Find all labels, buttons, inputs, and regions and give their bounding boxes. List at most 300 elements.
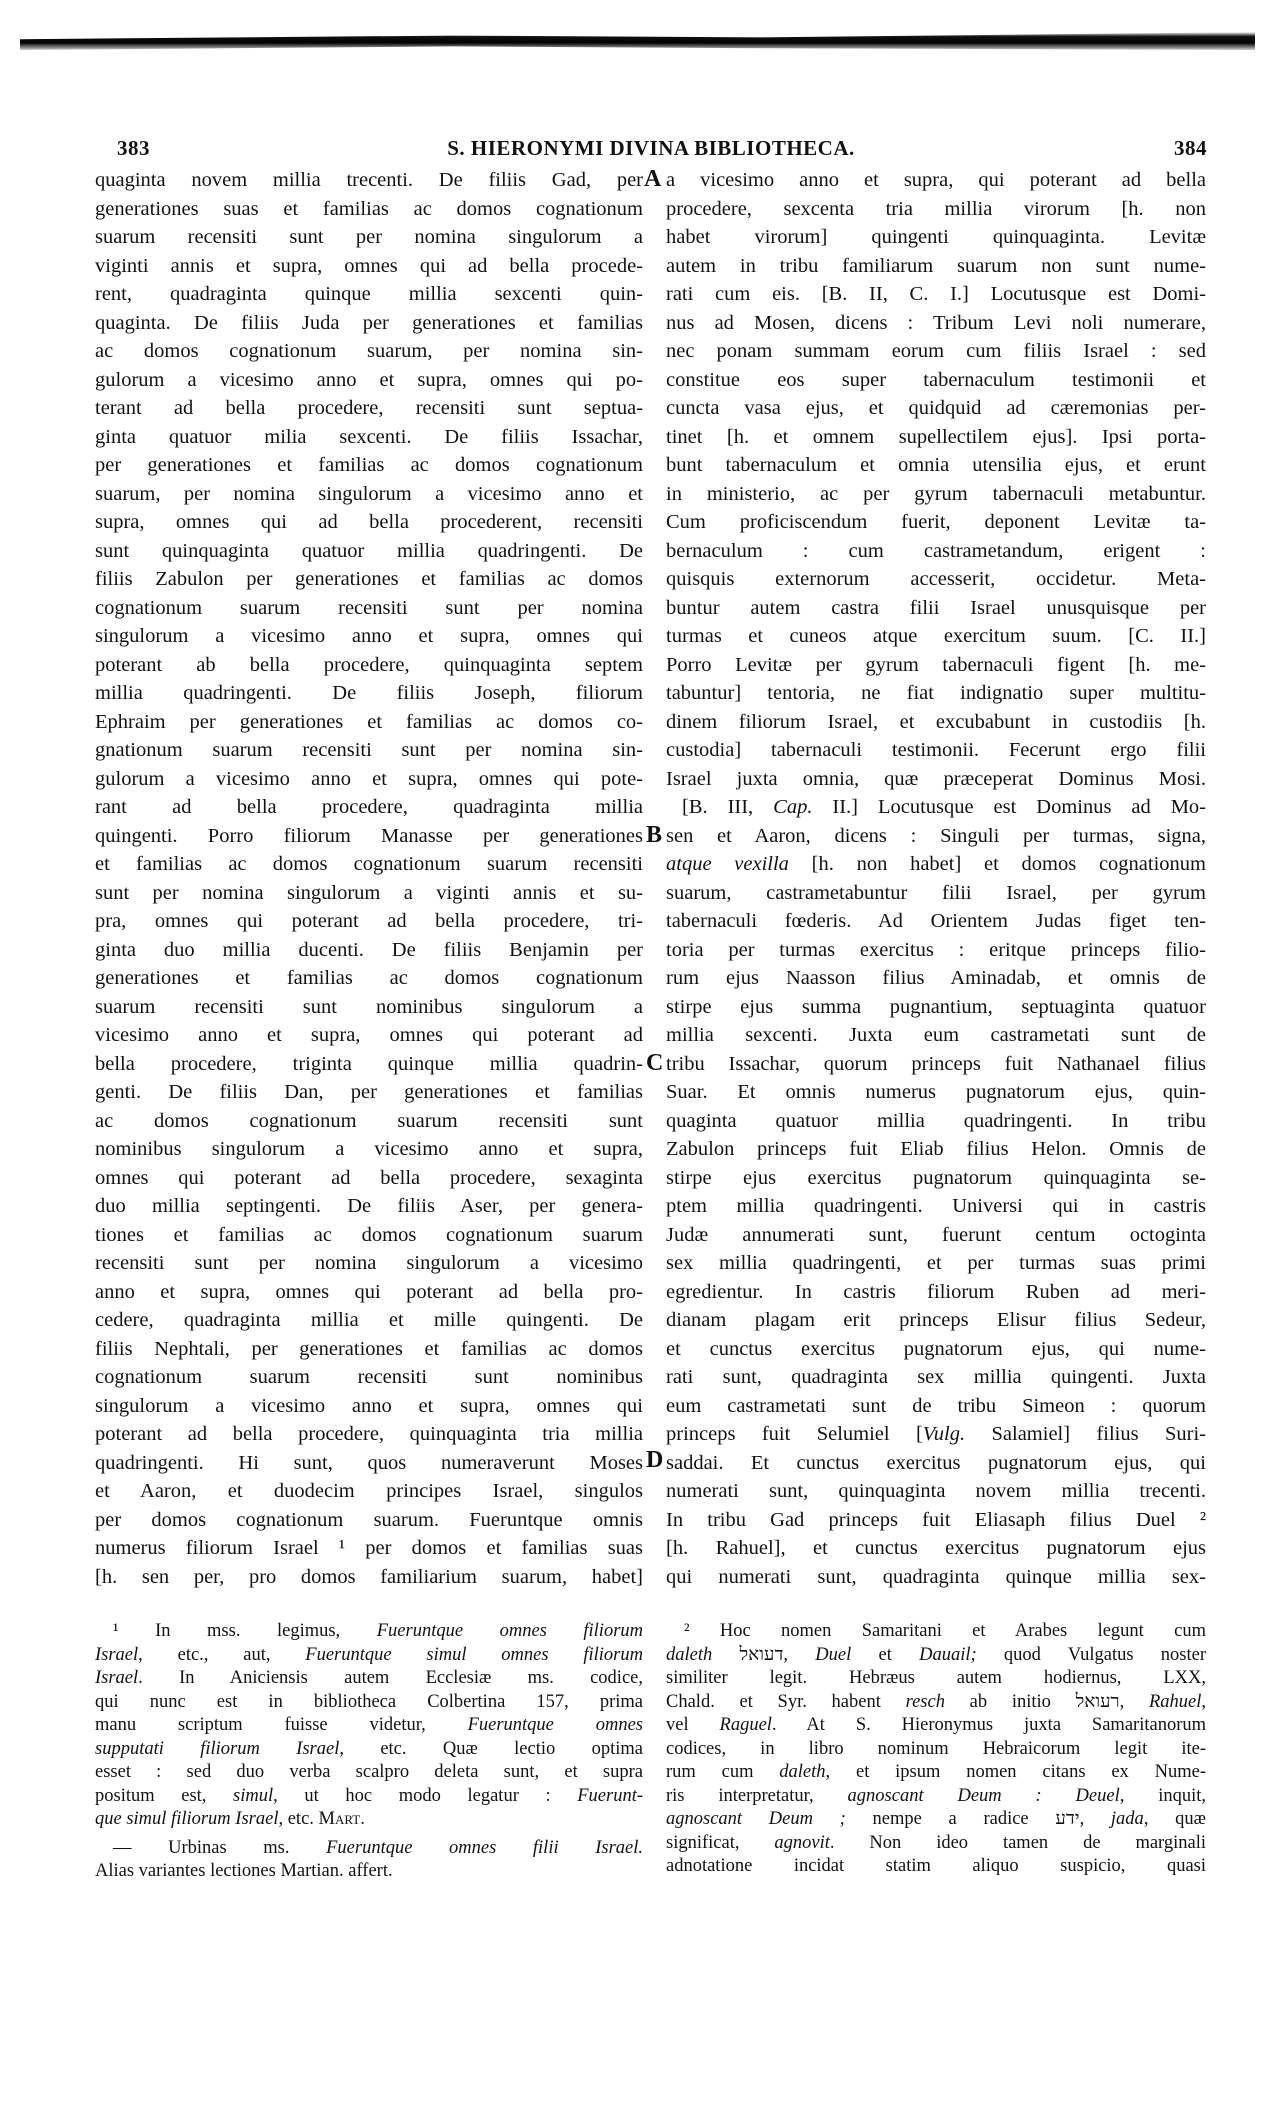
text-line bbox=[95, 1221, 643, 1250]
italic-text: Cap. bbox=[773, 796, 813, 818]
text-segment: ginta quatuor milia sexcenti. De filiis Issachar, bbox=[95, 425, 643, 448]
text-line bbox=[666, 1164, 1206, 1193]
text-line bbox=[666, 1832, 1206, 1856]
text-segment: ris interpretatur, bbox=[666, 1785, 848, 1806]
text-segment: gulorum a vicesimo anno et supra, omnes qui pote- bbox=[95, 767, 643, 790]
text-segment: quaginta. De filiis Juda per generationes et familias bbox=[95, 311, 643, 334]
text-segment: tiones et familias ac domos cognationum suarum bbox=[95, 1223, 643, 1246]
text-segment: , et ipsum nomen citans ex Nume- bbox=[825, 1762, 1206, 1782]
scan-edge-smudge bbox=[20, 32, 1255, 50]
text-line bbox=[95, 793, 643, 822]
text-segment: Salamiel] filius Suri- bbox=[965, 1423, 1206, 1445]
text-line bbox=[95, 366, 643, 395]
text-segment: [h. Rahuel], et cunctus exercitus pugnatorum ejus bbox=[666, 1537, 1206, 1559]
text-segment: egredientur. In castris filiorum Ruben ad meri- bbox=[666, 1280, 1206, 1303]
text-segment: bernaculum : cum castrametandum, erigent : bbox=[666, 539, 1206, 562]
text-segment: rant ad bella procedere, quadraginta millia bbox=[95, 796, 643, 818]
text-segment: dinem filiorum Israel, et excubabunt in custodiis [h. bbox=[666, 710, 1206, 733]
text-segment: tinet [h. et omnem supellectilem ejus]. Ipsi porta- bbox=[666, 425, 1206, 448]
text-line bbox=[666, 964, 1206, 993]
text-segment: singulorum a vicesimo anno et supra, omnes qui bbox=[95, 625, 643, 647]
text-segment: sex millia quadringenti, et per turmas suas primi bbox=[666, 1252, 1206, 1274]
text-segment: manu scriptum fuisse videtur, bbox=[95, 1715, 468, 1735]
italic-text: agnovit bbox=[774, 1832, 830, 1853]
left-column bbox=[95, 166, 643, 1591]
text-segment: et Aaron, et duodecim principes Israel, singulos bbox=[95, 1480, 643, 1502]
italic-text: Duel bbox=[815, 1644, 852, 1665]
text-line bbox=[95, 993, 643, 1022]
text-line bbox=[95, 594, 643, 623]
text-line bbox=[95, 537, 643, 566]
text-segment: In tribu Gad princeps fuit Eliasaph filius Duel ² bbox=[666, 1508, 1206, 1531]
text-segment: turmas et cuneos atque exercitum suum. [C. II.] bbox=[666, 625, 1206, 647]
text-segment: bunt tabernaculum et omnia utensilia ejus, et erunt bbox=[666, 454, 1206, 476]
text-line bbox=[95, 850, 643, 879]
text-segment: Alias variantes lectiones Martian. affert. bbox=[95, 1861, 393, 1881]
text-segment: Porro Levitæ per gyrum tabernaculi figent [h. me- bbox=[666, 653, 1206, 676]
text-segment: a vicesimo anno et supra, qui poterant ad bella bbox=[666, 169, 1206, 191]
text-segment: procedere, sexcenta tria millia virorum [h. non bbox=[666, 197, 1206, 220]
text-segment: Suar. Et omnis numerus pugnatorum ejus, quin- bbox=[666, 1081, 1206, 1103]
right-column bbox=[666, 166, 1206, 1591]
text-line bbox=[95, 223, 643, 252]
text-line bbox=[95, 166, 643, 195]
right-footnotes bbox=[666, 1620, 1206, 1884]
text-line bbox=[95, 736, 643, 765]
text-segment: duo millia septingenti. De filiis Aser, per genera- bbox=[95, 1195, 643, 1217]
text-line bbox=[95, 679, 643, 708]
text-line bbox=[95, 1392, 643, 1421]
text-line bbox=[666, 1808, 1206, 1832]
text-line bbox=[95, 907, 643, 936]
text-line bbox=[95, 1620, 643, 1644]
text-line bbox=[666, 337, 1206, 366]
text-line bbox=[95, 822, 643, 851]
text-line bbox=[95, 1135, 643, 1164]
text-segment: cognationum suarum recensiti sunt nominibus bbox=[95, 1366, 643, 1388]
italic-text: agnoscant Deum : Deuel bbox=[847, 1785, 1120, 1806]
text-segment: poterant ad bella procedere, quinquaginta tria millia bbox=[95, 1423, 643, 1445]
text-line bbox=[95, 1449, 643, 1478]
text-line bbox=[95, 480, 643, 509]
text-segment: supra, omnes qui ad bella procederent, recensiti bbox=[95, 511, 643, 533]
text-line bbox=[666, 1335, 1206, 1364]
text-segment: Cum proficiscendum fuerit, deponent Levitæ ta- bbox=[666, 511, 1206, 533]
text-segment: , etc. bbox=[278, 1809, 319, 1829]
text-segment: דעואל, bbox=[712, 1644, 816, 1665]
text-segment: , etc., aut, bbox=[138, 1644, 306, 1665]
text-segment: sen et Aaron, dicens : Singuli per turmas, signa, bbox=[666, 824, 1206, 847]
text-line bbox=[95, 1078, 643, 1107]
text-line bbox=[666, 1021, 1206, 1050]
text-segment: generationes et familias ac domos cognationum bbox=[95, 967, 643, 989]
italic-text: Fueruntque simul omnes filiorum bbox=[305, 1644, 643, 1665]
text-line bbox=[95, 394, 643, 423]
text-line bbox=[666, 280, 1206, 309]
text-line bbox=[95, 964, 643, 993]
text-segment: et familias ac domos cognationum suarum recensiti bbox=[95, 853, 643, 875]
text-segment: anno et supra, omnes qui poterant ad bella pro- bbox=[95, 1280, 643, 1303]
text-segment: viginti annis et supra, omnes qui ad bella procede- bbox=[95, 254, 643, 277]
text-line bbox=[666, 166, 1206, 195]
text-segment: numerus filiorum Israel ¹ per domos et familias suas bbox=[95, 1537, 643, 1559]
text-line bbox=[95, 1335, 643, 1364]
text-line bbox=[666, 651, 1206, 680]
text-line bbox=[666, 1420, 1206, 1449]
text-segment: , ut hoc modo legatur : bbox=[273, 1785, 578, 1806]
italic-text: Dauail; bbox=[919, 1644, 977, 1665]
text-segment: rum ejus Naasson filius Aminadab, et omnis de bbox=[666, 967, 1206, 989]
text-line bbox=[95, 1306, 643, 1335]
margin-letter-b: B bbox=[646, 822, 663, 848]
text-line bbox=[666, 1785, 1206, 1809]
text-segment: constitue eos super tabernaculum testimonii et bbox=[666, 368, 1206, 391]
italic-text: Raguel bbox=[719, 1715, 772, 1735]
italic-text: Vulg. bbox=[922, 1423, 966, 1445]
text-segment: eum castrametati sunt de tribu Simeon : quorum bbox=[666, 1394, 1206, 1417]
text-line bbox=[95, 1107, 643, 1136]
text-segment: . At S. Hieronymus juxta Samaritanorum bbox=[771, 1715, 1206, 1735]
text-segment: per generationes et familias ac domos cognationum bbox=[95, 454, 643, 476]
text-segment: vicesimo anno et supra, omnes qui poterant ad bbox=[95, 1024, 643, 1046]
paragraph bbox=[666, 1620, 1206, 1879]
text-segment: suarum recensiti sunt nominibus singulorum a bbox=[95, 995, 643, 1018]
text-line bbox=[95, 1860, 643, 1884]
text-line bbox=[666, 736, 1206, 765]
italic-text: daleth bbox=[779, 1762, 826, 1782]
text-segment: princeps fuit Selumiel [ bbox=[666, 1423, 923, 1445]
text-segment: tabernaculi fœderis. Ad Orientem Judas figet ten- bbox=[666, 910, 1206, 932]
italic-text: que simul filiorum Israel bbox=[95, 1809, 279, 1829]
text-line bbox=[666, 907, 1206, 936]
margin-letter-d: D bbox=[646, 1447, 664, 1473]
italic-text: simul bbox=[233, 1785, 274, 1806]
text-line bbox=[95, 508, 643, 537]
text-line bbox=[666, 423, 1206, 452]
text-line bbox=[95, 309, 643, 338]
text-line bbox=[95, 1363, 643, 1392]
text-line bbox=[95, 1477, 643, 1506]
margin-letter-c: C bbox=[646, 1050, 664, 1076]
text-segment: II.] Locutusque est Dominus ad Mo- bbox=[812, 796, 1206, 818]
text-segment: — Urbinas ms. bbox=[113, 1837, 327, 1858]
text-segment: tabuntur] tentoria, ne fiat indignatio super multitu- bbox=[666, 682, 1206, 704]
text-line bbox=[95, 1667, 643, 1691]
text-segment: sunt per nomina singulorum a viginti annis et su- bbox=[95, 881, 643, 904]
text-line bbox=[666, 879, 1206, 908]
text-line bbox=[95, 280, 643, 309]
text-line bbox=[95, 252, 643, 281]
text-segment: vel bbox=[666, 1715, 720, 1735]
text-line bbox=[95, 451, 643, 480]
text-segment: omnes qui poterant ad bella procedere, sexaginta bbox=[95, 1166, 643, 1189]
text-line bbox=[666, 936, 1206, 965]
paragraph bbox=[666, 166, 1206, 793]
text-line bbox=[666, 765, 1206, 794]
text-segment: , quæ bbox=[1143, 1809, 1206, 1829]
text-line bbox=[95, 1714, 643, 1738]
text-segment: stirpe ejus exercitus pugnatorum quinquaginta se- bbox=[666, 1166, 1206, 1189]
text-segment: autem in tribu familiarum suarum non sunt nume- bbox=[666, 254, 1206, 277]
text-segment: qui numerati sunt, quadraginta quinque millia sex- bbox=[666, 1565, 1206, 1588]
text-line bbox=[95, 1761, 643, 1785]
text-line bbox=[666, 1644, 1206, 1668]
text-line bbox=[666, 1306, 1206, 1335]
text-line bbox=[666, 366, 1206, 395]
text-segment: generationes suas et familias ac domos cognationum bbox=[95, 197, 643, 220]
text-segment: codices, in libro nominum Hebraicorum legit ite- bbox=[666, 1738, 1206, 1759]
text-segment: saddai. Et cunctus exercitus pugnatorum ejus, qui bbox=[666, 1451, 1206, 1474]
text-segment: [B. III, bbox=[682, 796, 774, 818]
text-segment: Zabulon princeps fuit Eliab filius Helon. Omnis de bbox=[666, 1138, 1206, 1160]
text-segment: millia sexcenti. Juxta eum castrametati sunt de bbox=[666, 1024, 1206, 1046]
text-line bbox=[666, 1278, 1206, 1307]
left-page-number: 383 bbox=[117, 136, 150, 160]
text-segment: cognationum suarum recensiti sunt per nomina bbox=[95, 596, 643, 619]
text-line bbox=[666, 1691, 1206, 1715]
right-page-number: 384 bbox=[1174, 136, 1207, 160]
text-segment: ¹ In mss. legimus, bbox=[113, 1621, 377, 1641]
text-line bbox=[666, 1667, 1206, 1691]
text-segment: millia quadringenti. De filiis Joseph, filiorum bbox=[95, 682, 643, 704]
text-line bbox=[95, 1249, 643, 1278]
text-line bbox=[95, 195, 643, 224]
text-segment: sunt quinquaginta quatuor millia quadringenti. De bbox=[95, 539, 643, 562]
italic-text: atque vexilla bbox=[666, 853, 789, 875]
text-line bbox=[666, 1534, 1206, 1563]
text-line bbox=[95, 1420, 643, 1449]
margin-letter-a: A bbox=[644, 166, 662, 192]
text-segment: suarum recensiti sunt per nomina singulorum a bbox=[95, 226, 643, 248]
text-segment: . Non ideo tamen de marginali bbox=[829, 1832, 1206, 1853]
text-line bbox=[666, 1563, 1206, 1592]
text-segment: pra, omnes qui poterant ad bella procedere, tri- bbox=[95, 910, 643, 932]
text-line bbox=[95, 565, 643, 594]
text-segment: adnotatione incidat statim aliquo suspicio, quasi bbox=[666, 1856, 1206, 1876]
text-line bbox=[666, 508, 1206, 537]
text-segment: bella procedere, triginta quinque millia quadrin- bbox=[95, 1052, 643, 1075]
text-line bbox=[95, 337, 643, 366]
text-line bbox=[666, 1714, 1206, 1738]
text-line bbox=[666, 1392, 1206, 1421]
paragraph bbox=[95, 1620, 643, 1832]
text-line bbox=[666, 1855, 1206, 1879]
text-segment: suarum, castrametabuntur filii Israel, per gyrum bbox=[666, 881, 1206, 904]
text-segment: . In Aniciensis autem Ecclesiæ ms. codice, bbox=[138, 1668, 643, 1688]
text-line bbox=[666, 1449, 1206, 1478]
text-line bbox=[95, 622, 643, 651]
text-line bbox=[666, 1221, 1206, 1250]
italic-text: Fueruntque omnes filii Israel. bbox=[326, 1837, 643, 1858]
text-segment: quisquis externorum accesserit, occidetur. Meta- bbox=[666, 568, 1206, 590]
text-line bbox=[666, 594, 1206, 623]
text-segment: custodia] tabernaculi testimonii. Fecerunt ergo filii bbox=[666, 739, 1206, 761]
text-line bbox=[95, 1192, 643, 1221]
text-segment: similiter legit. Hebræus autem hodiernus, LXX, bbox=[666, 1668, 1206, 1688]
text-segment: Chald. et Syr. habent bbox=[666, 1691, 906, 1712]
text-line bbox=[95, 1021, 643, 1050]
text-line bbox=[666, 793, 1206, 822]
paragraph bbox=[666, 793, 1206, 1591]
text-line bbox=[95, 1808, 643, 1832]
text-segment: gnationum suarum recensiti sunt per nomina sin- bbox=[95, 739, 643, 761]
text-segment: quingenti. Porro filiorum Manasse per generationes bbox=[95, 824, 643, 847]
text-line bbox=[666, 1761, 1206, 1785]
text-segment: Israel juxta omnia, quæ præceperat Dominus Mosi. bbox=[666, 767, 1206, 790]
text-segment: ab initio רעואל, bbox=[944, 1691, 1149, 1712]
text-line bbox=[666, 1249, 1206, 1278]
text-line bbox=[666, 708, 1206, 737]
text-segment: , bbox=[1201, 1691, 1206, 1712]
text-segment: rent, quadraginta quinque millia sexcenti quin- bbox=[95, 283, 643, 305]
text-line bbox=[95, 936, 643, 965]
italic-text: resch bbox=[905, 1691, 945, 1712]
text-line bbox=[666, 850, 1206, 879]
text-segment: rum cum bbox=[666, 1762, 780, 1782]
text-line bbox=[666, 451, 1206, 480]
text-segment: nempe a radice ידע, bbox=[845, 1809, 1111, 1829]
text-segment: terant ad bella procedere, recensiti sunt septua- bbox=[95, 397, 643, 419]
text-segment: suarum, per nomina singulorum a vicesimo anno et bbox=[95, 482, 643, 505]
text-line bbox=[666, 1135, 1206, 1164]
italic-text: jada bbox=[1110, 1809, 1144, 1829]
italic-text: supputati filiorum Israel bbox=[95, 1738, 340, 1759]
text-line bbox=[95, 1691, 643, 1715]
text-segment: [h. sen per, pro domos familiarium suarum, habet] bbox=[95, 1565, 643, 1588]
text-line bbox=[95, 708, 643, 737]
text-line bbox=[95, 1644, 643, 1668]
text-line bbox=[95, 1278, 643, 1307]
text-segment: filiis Zabulon per generationes et familias ac domos bbox=[95, 568, 643, 590]
text-segment: poterant ab bella procedere, quinquaginta septem bbox=[95, 653, 643, 676]
text-segment: , etc. Quæ lectio optima bbox=[339, 1738, 643, 1759]
text-segment: quadringenti. Hi sunt, quos numeraverunt Moses bbox=[95, 1451, 643, 1474]
text-segment: Ephraim per generationes et familias ac domos co- bbox=[95, 710, 643, 733]
text-segment: positum est, bbox=[95, 1785, 234, 1806]
text-segment: significat, bbox=[666, 1832, 775, 1853]
text-line bbox=[95, 1050, 643, 1079]
text-line bbox=[95, 1738, 643, 1762]
text-line bbox=[666, 195, 1206, 224]
text-line bbox=[666, 565, 1206, 594]
text-segment: qui nunc est in bibliotheca Colbertina 157, prima bbox=[95, 1691, 643, 1712]
text-segment: ac domos cognationum suarum, per nomina sin- bbox=[95, 340, 643, 362]
text-segment: buntur autem castra filii Israel unusquisque per bbox=[666, 596, 1206, 619]
text-line bbox=[666, 252, 1206, 281]
text-line bbox=[666, 1078, 1206, 1107]
text-line bbox=[666, 822, 1206, 851]
text-segment: et cunctus exercitus pugnatorum ejus, qui nume- bbox=[666, 1337, 1206, 1360]
text-segment: ginta duo millia ducenti. De filiis Benjamin per bbox=[95, 938, 643, 961]
text-line bbox=[666, 394, 1206, 423]
text-segment: Mart. bbox=[318, 1809, 365, 1829]
text-line bbox=[666, 622, 1206, 651]
text-line bbox=[666, 1192, 1206, 1221]
text-segment: per domos cognationum suarum. Fueruntque omnis bbox=[95, 1508, 643, 1531]
text-line bbox=[666, 1477, 1206, 1506]
italic-text: Israel bbox=[95, 1668, 139, 1688]
running-header bbox=[95, 136, 1207, 166]
text-line bbox=[666, 1738, 1206, 1762]
text-segment: nus ad Mosen, dicens : Tribum Levi noli numerare, bbox=[666, 311, 1206, 334]
text-segment: nominibus singulorum a vicesimo anno et supra, bbox=[95, 1138, 643, 1160]
text-segment: esset : sed duo verba scalpro deleta sunt, et supra bbox=[95, 1762, 643, 1782]
text-line bbox=[666, 1506, 1206, 1535]
text-segment: , inquit, bbox=[1119, 1785, 1206, 1806]
text-line bbox=[666, 223, 1206, 252]
text-line bbox=[95, 1785, 643, 1809]
left-footnotes bbox=[95, 1620, 643, 1889]
italic-text: Fueruntque omnes filiorum bbox=[376, 1621, 643, 1641]
text-line bbox=[666, 1363, 1206, 1392]
text-segment: ptem millia quadringenti. Universi qui in castris bbox=[666, 1195, 1206, 1217]
text-line bbox=[95, 423, 643, 452]
text-segment: filiis Nephtali, per generationes et familias ac domos bbox=[95, 1337, 643, 1360]
text-segment: et bbox=[851, 1644, 920, 1665]
text-segment: toria per turmas exercitus : eritque princeps filio- bbox=[666, 938, 1206, 961]
italic-text: Fuerunt- bbox=[577, 1785, 643, 1806]
text-segment: quaginta novem millia trecenti. De filiis Gad, per bbox=[95, 169, 643, 191]
text-segment: quod Vulgatus noster bbox=[976, 1644, 1206, 1665]
text-segment: genti. De filiis Dan, per generationes et familias bbox=[95, 1081, 643, 1103]
italic-text: daleth bbox=[666, 1644, 713, 1665]
text-segment: in ministerio, ac per gyrum tabernaculi metabuntur. bbox=[666, 482, 1206, 505]
italic-text: Israel bbox=[95, 1644, 139, 1665]
italic-text: Rahuel bbox=[1148, 1691, 1202, 1712]
text-line bbox=[95, 879, 643, 908]
running-title: S. HIERONYMI DIVINA BIBLIOTHECA. bbox=[447, 136, 855, 160]
text-line bbox=[666, 679, 1206, 708]
text-line bbox=[666, 1620, 1206, 1644]
text-line bbox=[666, 309, 1206, 338]
text-line bbox=[666, 993, 1206, 1022]
text-line bbox=[666, 1050, 1206, 1079]
text-segment: tribu Issachar, quorum princeps fuit Nathanael filius bbox=[666, 1052, 1206, 1075]
text-line bbox=[95, 765, 643, 794]
text-line bbox=[666, 480, 1206, 509]
text-segment: gulorum a vicesimo anno et supra, omnes qui po- bbox=[95, 368, 643, 391]
text-segment: [h. non habet] et domos cognationum bbox=[788, 853, 1206, 875]
text-segment: numerati sunt, quinquaginta novem millia trecenti. bbox=[666, 1480, 1206, 1502]
text-line bbox=[666, 1107, 1206, 1136]
italic-text: agnoscant Deum ; bbox=[666, 1809, 846, 1829]
text-line bbox=[95, 651, 643, 680]
text-segment: ac domos cognationum suarum recensiti sunt bbox=[95, 1109, 643, 1132]
text-line bbox=[95, 1506, 643, 1535]
text-segment: recensiti sunt per nomina singulorum a vicesimo bbox=[95, 1252, 643, 1274]
text-line bbox=[95, 1837, 643, 1861]
paragraph bbox=[95, 1837, 643, 1884]
text-line bbox=[95, 1534, 643, 1563]
text-line bbox=[95, 1164, 643, 1193]
text-segment: nec ponam summam eorum cum filiis Israel : sed bbox=[666, 340, 1206, 362]
text-segment: rati sunt, quadraginta sex millia quingenti. Juxta bbox=[666, 1366, 1206, 1388]
italic-text: Fueruntque omnes bbox=[467, 1715, 643, 1735]
text-line bbox=[95, 1563, 643, 1592]
text-segment: cuncta vasa ejus, et quidquid ad cæremonias per- bbox=[666, 397, 1206, 419]
text-segment: Judæ annumerati sunt, fuerunt centum octoginta bbox=[666, 1223, 1206, 1246]
text-segment: rati cum eis. [B. II, C. I.] Locutusque est Domi- bbox=[666, 283, 1206, 305]
text-segment: singulorum a vicesimo anno et supra, omnes qui bbox=[95, 1394, 643, 1417]
paragraph bbox=[95, 166, 643, 1591]
text-segment: ² Hoc nomen Samaritani et Arabes legunt cum bbox=[684, 1621, 1206, 1641]
text-segment: dianam plagam erit princeps Elisur filius Sedeur, bbox=[666, 1309, 1206, 1331]
text-segment: quaginta quatuor millia quadringenti. In tribu bbox=[666, 1109, 1206, 1132]
text-line bbox=[666, 537, 1206, 566]
text-segment: cedere, quadraginta millia et mille quingenti. De bbox=[95, 1309, 643, 1331]
text-segment: habet virorum] quingenti quinquaginta. Levitæ bbox=[666, 226, 1206, 248]
text-segment: stirpe ejus summa pugnantium, septuaginta quatuor bbox=[666, 995, 1206, 1018]
